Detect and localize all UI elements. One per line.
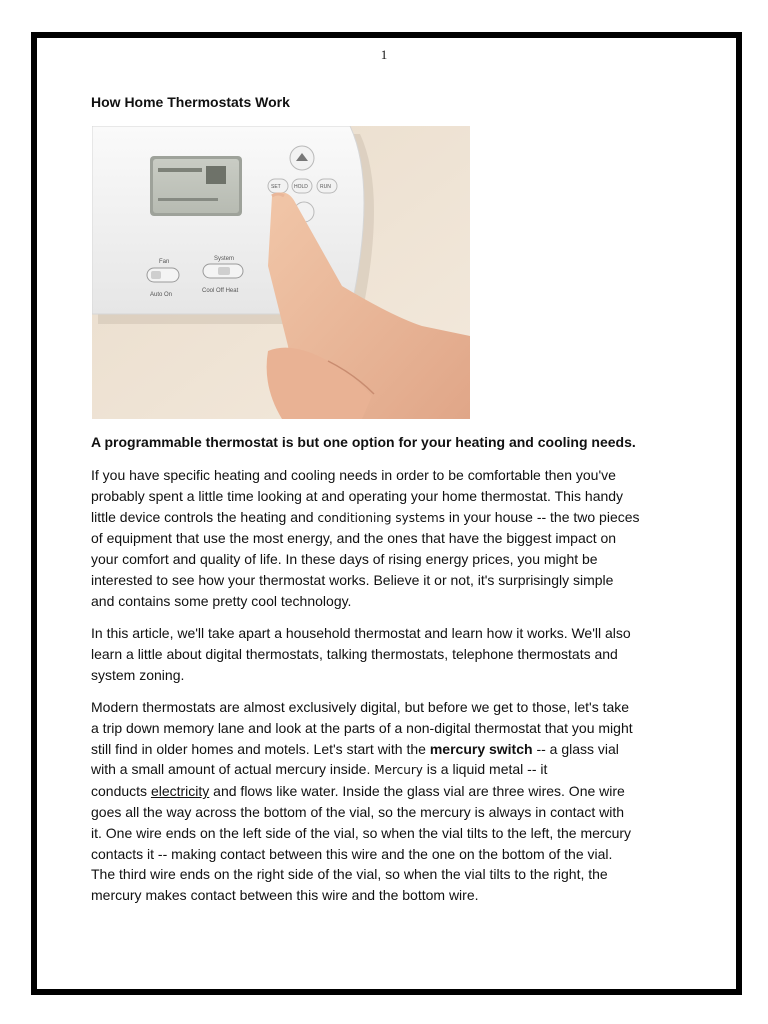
fan-positions-label: Auto On	[150, 292, 173, 298]
text-line: of equipment that use the most energy, and the ones that have the biggest impact on	[91, 530, 617, 547]
text-line: conducts electricity and flows like water. Inside the glass vial are three wires. One wire	[91, 783, 625, 800]
text-line: contacts it -- making contact between this wire and the one on the bottom of the vial.	[91, 845, 613, 862]
page-number: 1	[380, 47, 388, 62]
text-line: probably spent a little time looking at and operating your home thermostat. This handy	[91, 487, 624, 504]
mercury-switch-term: mercury switch	[429, 740, 533, 757]
mercury-link[interactable]: Mercury	[374, 763, 423, 778]
hold-button-label: HOLD	[294, 184, 308, 190]
fan-label: Fan	[159, 259, 170, 265]
text-line: a trip down memory lane and look at the parts of a non-digital thermostat that you might	[91, 719, 633, 736]
system-label: System	[214, 256, 235, 262]
conditioning-systems-link[interactable]: conditioning systems	[317, 510, 445, 525]
text-line: If you have specific heating and cooling needs in order to be comfortable then you've	[91, 467, 616, 483]
text-line: In this article, we'll take apart a household thermostat and learn how it works. We'll also	[91, 625, 631, 641]
text-line: still find in older homes and motels. Let's start with the mercury switch -- a glass vial	[91, 740, 619, 757]
paragraph-intro	[91, 465, 691, 612]
text-line: system zoning.	[91, 666, 185, 683]
paragraph-mercury-switch	[91, 697, 691, 906]
thermostat-photo	[92, 126, 470, 419]
text-line: with a small amount of actual mercury inside. Mercury is a liquid metal -- it	[91, 761, 548, 778]
text-line: your comfort and quality of life. In these days of rising energy prices, you might be	[91, 551, 598, 568]
text-line: The third wire ends on the right side of the vial, so when the vial tilts to the right, the	[91, 866, 608, 883]
text-line: it. One wire ends on the left side of the vial, so when the vial tilts to the left, the mercury	[91, 824, 632, 841]
text-line: and contains some pretty cool technology.	[91, 592, 352, 609]
electricity-link[interactable]: electricity	[150, 783, 210, 800]
text-line: Modern thermostats are almost exclusively digital, but before we get to those, let's take	[91, 699, 630, 715]
text-line: little device controls the heating and conditioning systems in your house -- the two pieces	[91, 508, 640, 525]
set-button-label: SET	[271, 184, 281, 190]
run-button-label: RUN	[320, 184, 331, 190]
text-line: learn a little about digital thermostats, talking thermostats, telephone thermostats and	[91, 645, 618, 662]
article-title: How Home Thermostats Work	[91, 94, 290, 110]
text-line: interested to see how your thermostat works. Believe it or not, it's surprisingly simple	[91, 571, 614, 588]
photo-caption: A programmable thermostat is but one option for your heating and cooling needs.	[91, 434, 636, 450]
text-line: mercury makes contact between this wire and the bottom wire.	[91, 887, 479, 904]
text-line: goes all the way across the bottom of the vial, so the mercury is always in contact with	[91, 803, 625, 820]
system-positions-label: Cool Off Heat	[202, 288, 239, 294]
paragraph-article-overview	[91, 623, 691, 685]
